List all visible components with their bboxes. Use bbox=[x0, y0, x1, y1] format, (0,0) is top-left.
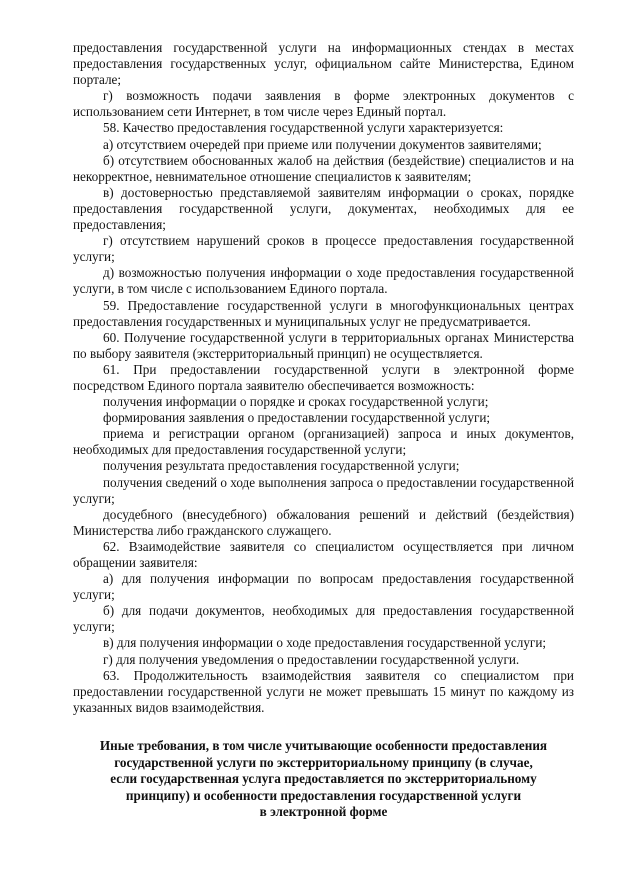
heading-line: государственной услуги по экстерриториальному принципу (в случае, bbox=[114, 754, 533, 770]
paragraph-p-cont-1: предоставления государственной услуги на информационных стендах в местах предоставления государственных услуг, официальном сайте Министерства, Едином портале; bbox=[73, 40, 574, 88]
body-text bbox=[73, 40, 574, 716]
paragraph-p-61-3: приема и регистрации органом (организацией) запроса и иных документов, необходимых для предоставления государственной услуги; bbox=[73, 426, 574, 458]
paragraph-p-61-5: получения сведений о ходе выполнения запроса о предоставлении государственной услуги; bbox=[73, 474, 574, 506]
paragraph-p-61-6: досудебного (внесудебного) обжалования решений и действий (бездействия) Министерства либо гражданского служащего. bbox=[73, 506, 574, 538]
paragraph-p-59: 59. Предоставление государственной услуги в многофункциональных центрах предоставления государственных и муниципальных услуг не предусматривается. bbox=[73, 297, 574, 329]
paragraph-p-58-v: в) достоверностью представляемой заявителям информации о сроках, порядке предоставления государственной услуги, документах, необходимых для ее предоставления; bbox=[73, 184, 574, 233]
heading-line: принципу) и особенности предоставления государственной услуги bbox=[125, 787, 522, 803]
paragraph-p-60: 60. Получение государственной услуги в территориальных органах Министерства по выбору заявителя (экстерриториальный принцип) не осуществляется. bbox=[73, 329, 574, 361]
paragraph-p-61: 61. При предоставлении государственной услуги в электронной форме посредством Единого портала заявителю обеспечивается возможность: bbox=[73, 361, 574, 393]
heading-line: Иные требования, в том числе учитывающие особенности предоставления bbox=[99, 737, 548, 753]
paragraph-p-62-g: г) для получения уведомления о предоставлении государственной услуги. bbox=[103, 651, 520, 667]
paragraph-p-58-a: а) отсутствием очередей при приеме или получении документов заявителями; bbox=[103, 136, 542, 152]
paragraph-p-63: 63. Продолжительность взаимодействия заявителя со специалистом при предоставлении государственной услуги не может превышать 15 минут по каждому из указанных видов взаимодействия. bbox=[73, 667, 574, 715]
paragraph-p-62-b: б) для подачи документов, необходимых для предоставления государственной услуги; bbox=[73, 603, 574, 635]
paragraph-p-61-1: получения информации о порядке и сроках государственной услуги; bbox=[103, 394, 489, 410]
paragraph-p-62: 62. Взаимодействие заявителя со специалистом осуществляется при личном обращении заявителя: bbox=[73, 538, 574, 570]
heading-line: в электронной форме bbox=[259, 804, 388, 820]
paragraph-p-58-b: б) отсутствием обоснованных жалоб на действия (бездействие) специалистов и на некорректное, невнимательное отношение специалистов к заявителям; bbox=[73, 152, 574, 184]
paragraph-p-58-g: г) отсутствием нарушений сроков в процессе предоставления государственной услуги; bbox=[73, 233, 574, 265]
paragraph-p-g-1: г) возможность подачи заявления в форме электронных документов с использованием сети Интернет, в том числе через Единый портал. bbox=[73, 88, 574, 120]
heading-line: если государственная услуга предоставляется по экстерриториальному bbox=[110, 771, 537, 787]
paragraph-p-62-a: а) для получения информации по вопросам предоставления государственной услуги; bbox=[73, 571, 574, 603]
paragraph-p-58-d: д) возможностью получения информации о ходе предоставления государственной услуги, в том числе с использованием Единого портала. bbox=[73, 265, 574, 297]
paragraph-p-62-v: в) для получения информации о ходе предоставления государственной услуги; bbox=[103, 635, 547, 651]
section-heading bbox=[73, 738, 574, 821]
paragraph-p-61-4: получения результата предоставления государственной услуги; bbox=[103, 458, 460, 474]
paragraph-p-61-2: формирования заявления о предоставлении государственной услуги; bbox=[103, 410, 491, 426]
paragraph-p-58: 58. Качество предоставления государственной услуги характеризуется: bbox=[103, 120, 504, 136]
